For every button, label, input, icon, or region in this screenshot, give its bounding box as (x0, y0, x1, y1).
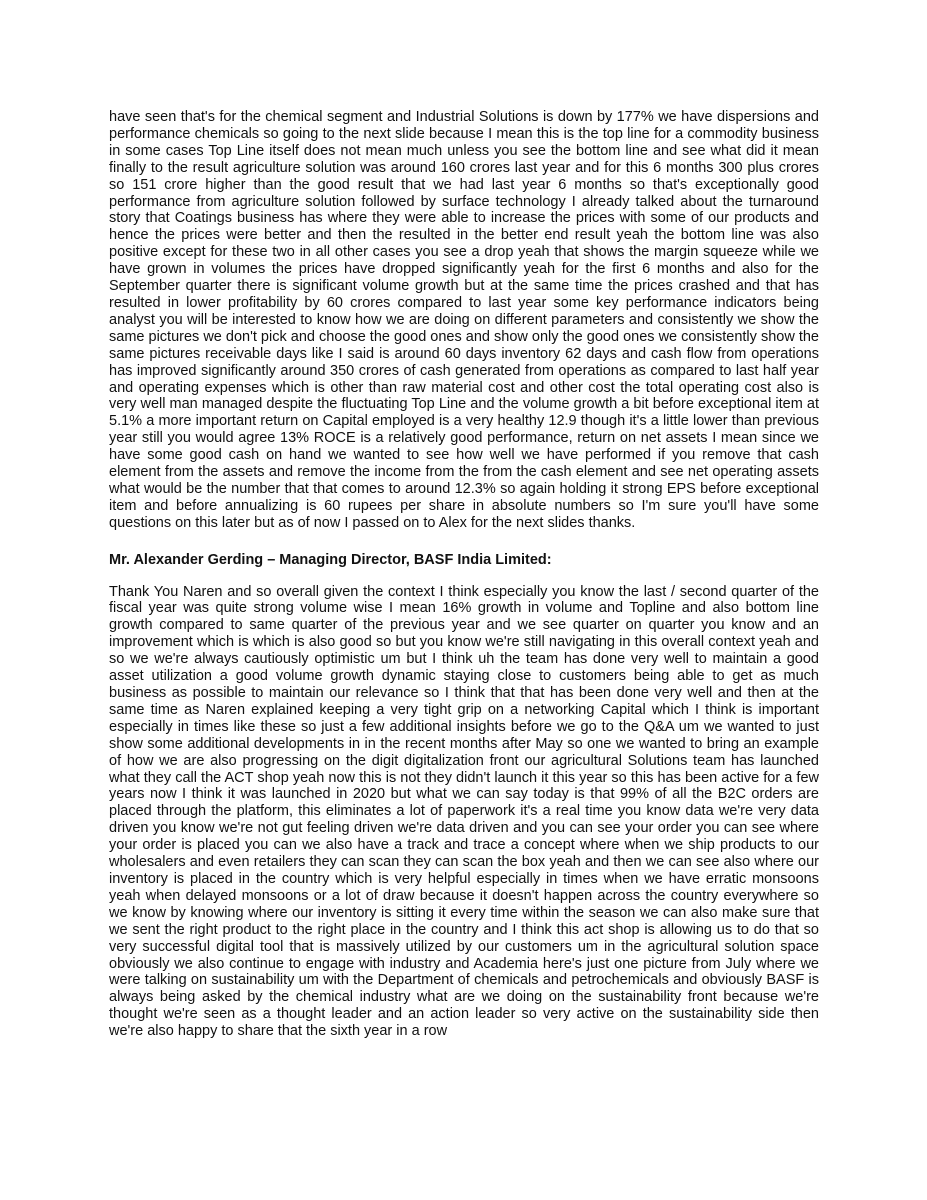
transcript-paragraph-cfo: have seen that's for the chemical segment and Industrial Solutions is down by 177% we have dispersions and performance chemicals so going to the next slide because I mean this is the top line for a commodity business in some cases Top Line itself does not mean much unless you see the bottom line and see what did it mean finally to the result agriculture solution was around 160 crores last year and for this 6 months 300 plus crores so 151 crore higher than the good result that we had last year 6 months so that's exceptionally good performance from agriculture solution followed by surface technology I already talked about the turnaround story that Coatings business has where they were able to increase the prices with some of our products and hence the prices were better and then the resulted in the better end result yeah the bottom line was also positive except for these two in all other cases you see a drop yeah that shows the margin squeeze while we have grown in volumes the prices have dropped significantly yeah for the first 6 months and also for the September quarter there is significant volume growth but at the same time the prices crashed and that has resulted in lower profitability by 60 crores compared to last year some key performance indicators being analyst you will be interested to know how we are doing on different parameters and consistently we show the same pictures we don't pick and choose the good ones and show only the good ones we consistently show the same pictures receivable days like I said is around 60 days inventory 62 days and cash flow from operations has improved significantly around 350 crores of cash generated from operations as compared to last half year and operating expenses which is other than raw material cost and other cost the total operating cost also is very well man managed despite the fluctuating Top Line and the volume growth a bit before exceptional item at 5.1% a more important return on Capital employed is a very healthy 12.9 though it's a little lower than previous year still you would agree 13% ROCE is a relatively good performance, return on net assets I mean since we have some good cash on hand we wanted to see how well we have performed if you remove that cash element from the assets and remove the income from the from the cash element and see net operating assets what would be the number that that comes to around 12.3% so again holding it strong EPS before exceptional item and before annualizing is 60 rupees per share in absolute numbers so I'm sure you'll have some questions on this later but as of now I passed on to Alex for the next slides thanks. (109, 109, 819, 531)
document-page (109, 109, 819, 1040)
transcript-paragraph-md: Thank You Naren and so overall given the context I think especially you know the last / second quarter of the fiscal year was quite strong volume wise I mean 16% growth in volume and Topline and also bottom line growth compared to same quarter of the previous year and we see quarter on quarter you know and an improvement which is which is also good so but you know we're still navigating in this overall context yeah and so we we're always cautiously optimistic um but I think uh the team has done very well to maintain a good asset utilization a good volume growth dynamic staying close to customers being able to get as much business as possible to maintain our relevance so I think that that has been done very well and then at the same time as Naren explained keeping a very tight grip on a networking Capital which I think is important especially in times like these so just a few additional insights before we go to the Q&A um we wanted to just show some additional developments in in the recent months after May so one we wanted to bring an example of how we are also progressing on the digit digitalization front our agricultural Solutions team has launched what they call the ACT shop yeah now this is not they didn't launch it this year so this has been active for a few years now I think it was launched in 2020 but what we can say today is that 99% of all the B2C orders are placed through the platform, this eliminates a lot of paperwork it's a real time you know data we're very data driven you know we're not gut feeling driven we're data driven and you can see your order you can see where your order is placed you can we also have a track and trace a concept where when we ship products to our wholesalers and even retailers they can scan they can scan the box yeah and then we can see also where our inventory is placed in the country which is very helpful especially in times when we have erratic monsoons yeah when delayed monsoons or a lot of draw because it doesn't happen across the country everywhere so we know by knowing where our inventory is sitting it every time within the season we can also make sure that we sent the right product to the right place in the country and I think this act shop is allowing us to do that so very successful digital tool that is massively utilized by our customers um in the agricultural solution space obviously we also continue to engage with industry and Academia here's just one picture from July where we were talking on sustainability um with the Department of chemicals and petrochemicals and obviously BASF is always being asked by the chemical industry what are we doing on the sustainability front because we're thought we're seen as a thought leader and an action leader so very active on the sustainability side then we're also happy to share that the sixth year in a row (109, 583, 819, 1040)
speaker-heading: Mr. Alexander Gerding – Managing Director, BASF India Limited: (109, 551, 552, 568)
